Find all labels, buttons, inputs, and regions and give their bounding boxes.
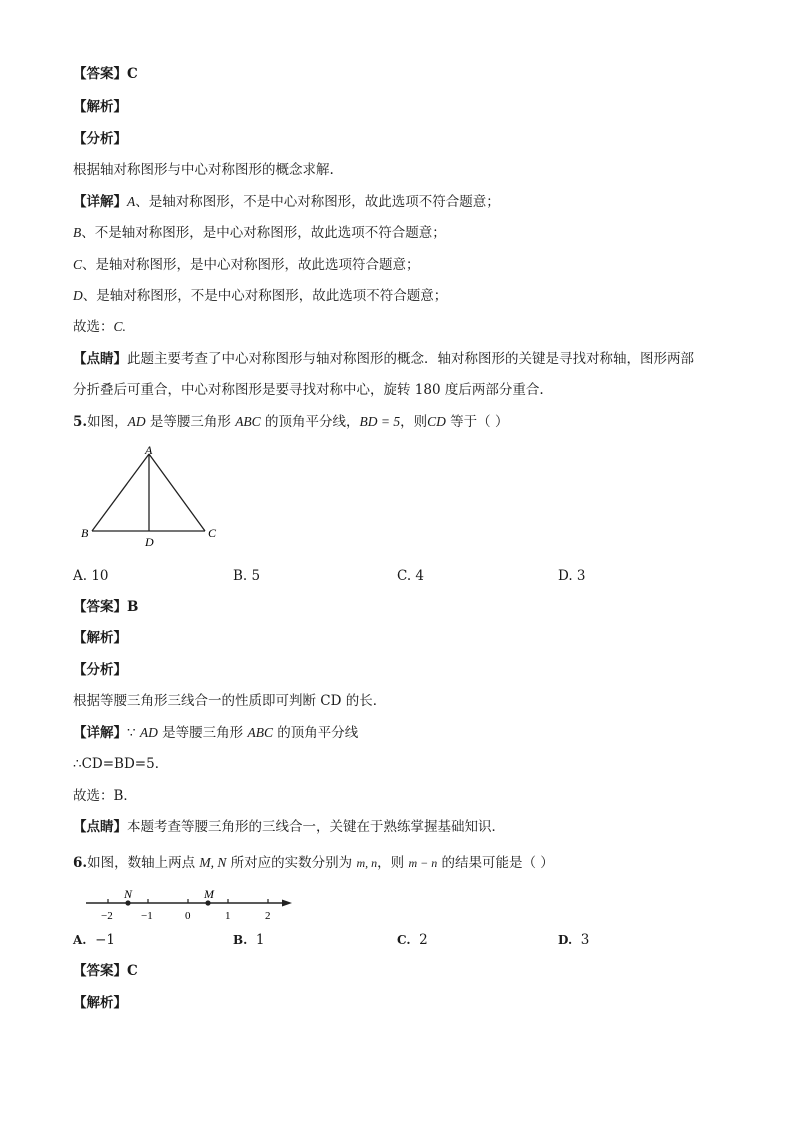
answer-value: C	[127, 66, 138, 82]
option-d	[558, 930, 589, 950]
side-ac	[149, 454, 205, 531]
stem-text: 所对应的实数分别为	[226, 855, 357, 871]
label-d: D	[145, 535, 154, 549]
tick-label: −2	[101, 910, 113, 922]
analysis-heading: 【解析】	[73, 630, 127, 646]
option-d: D. 3	[558, 568, 586, 584]
side-ab	[92, 454, 149, 531]
tick-label: 0	[185, 910, 191, 922]
detail-text: 、不是轴对称图形，是中心对称图形，故此选项不符合题意；	[81, 225, 446, 241]
option-letter: D.	[558, 933, 573, 947]
detail-c-line	[73, 255, 420, 275]
option-value: 2	[419, 932, 428, 948]
comment-line-1	[73, 349, 694, 369]
analysis-heading: 【解析】	[73, 99, 127, 115]
comment-line	[73, 817, 505, 837]
stem-text: 如图，数轴上两点	[87, 855, 200, 871]
stem-text: ，则	[377, 855, 409, 871]
math-abc: ABC	[235, 414, 261, 429]
label-a: A	[145, 443, 153, 457]
math-cd: CD	[427, 414, 446, 429]
comment-tag: 【点睛】	[73, 819, 127, 835]
option-letter: D	[73, 288, 83, 303]
option-a: A. 10	[73, 568, 109, 584]
detail-text: 的顶角平分线	[272, 725, 359, 741]
option-c: C. 4	[397, 568, 425, 584]
triangle-figure	[78, 442, 228, 550]
fenxi-text: 根据轴对称图形与中心对称图形的概念求解.	[73, 162, 334, 178]
choice-label: 故选：	[73, 319, 114, 335]
question-number: 5.	[73, 414, 88, 430]
label-c: C	[208, 526, 217, 540]
option-b	[233, 930, 265, 950]
point-m	[205, 900, 210, 905]
stem-text: ，则	[400, 414, 428, 430]
option-letter: C	[73, 257, 83, 272]
point-n	[125, 900, 130, 905]
math-mn: M, N	[199, 855, 227, 870]
tick-label: −1	[141, 910, 153, 922]
comment-text: 本题考查等腰三角形的三线合一，关键在于熟练掌握基础知识．	[127, 819, 505, 835]
question-5-stem	[73, 412, 508, 432]
choice-line: 故选：B．	[73, 788, 137, 804]
detail-tag: 【详解】	[73, 194, 127, 210]
detail-d-line	[73, 286, 447, 306]
option-letter: A	[127, 194, 136, 209]
analysis-heading: 【解析】	[73, 995, 127, 1011]
choice-value: C.	[113, 319, 126, 334]
tick-label: 1	[225, 910, 231, 922]
option-b: B. 5	[233, 568, 261, 584]
question-number: 6.	[73, 855, 88, 871]
question-6-stem	[73, 853, 554, 873]
detail-tag: 【详解】	[73, 725, 127, 741]
detail-text: ∵	[127, 725, 140, 741]
detail-text: 、是轴对称图形，是中心对称图形，故此选项符合题意；	[82, 257, 420, 273]
answer-line	[73, 597, 138, 617]
option-letter: C.	[397, 933, 411, 947]
fenxi-heading: 【分析】	[73, 662, 127, 678]
fenxi-text: 根据等腰三角形三线合一的性质即可判断 CD 的长．	[73, 693, 387, 709]
math-abc: ABC	[247, 725, 273, 740]
choice-line	[73, 317, 126, 337]
math-ad: AD	[127, 414, 146, 429]
stem-text: 是等腰三角形	[145, 414, 236, 430]
detail-text: 是等腰三角形	[157, 725, 248, 741]
answer-value: C	[127, 963, 138, 979]
therefore-line: ∴CD=BD=5．	[73, 756, 169, 772]
math-bd: BD = 5	[359, 414, 401, 429]
option-letter: A.	[73, 933, 87, 947]
answer-tag: 【答案】	[73, 66, 127, 82]
stem-text: 等于（ ）	[445, 414, 509, 430]
option-a	[73, 930, 115, 950]
stem-text: 如图，	[87, 414, 128, 430]
tick-label: 2	[265, 910, 271, 922]
stem-text: 的顶角平分线，	[260, 414, 360, 430]
math-ad: AD	[139, 725, 158, 740]
fenxi-heading: 【分析】	[73, 131, 127, 147]
comment-line-2: 分折叠后可重合，中心对称图形是要寻找对称中心，旋转 180 度后两部分重合.	[73, 382, 544, 398]
stem-text: 的结果可能是（ ）	[437, 855, 554, 871]
option-value: 3	[580, 932, 590, 948]
detail-text: 、是轴对称图形，不是中心对称图形，故此选项不符合题意；	[82, 288, 448, 304]
detail-line	[73, 723, 358, 743]
answer-value: B	[127, 599, 139, 615]
number-line	[80, 884, 300, 924]
detail-text: 、是轴对称图形，不是中心对称图形，故此选项不符合题意；	[135, 194, 500, 210]
option-value: −1	[95, 932, 115, 948]
comment-text: 此题主要考查了中心对称图形与轴对称图形的概念．轴对称图形的关键是寻找对称轴，图形两部	[127, 351, 694, 367]
option-letter: B.	[233, 933, 248, 947]
point-label-n: N	[124, 887, 133, 901]
answer-tag: 【答案】	[73, 599, 127, 615]
math-mn-small: m, n	[356, 856, 378, 870]
answer-tag: 【答案】	[73, 963, 127, 979]
option-letter: B	[73, 225, 82, 240]
answer-line	[73, 64, 138, 84]
math-expr: m − n	[408, 856, 438, 870]
comment-tag: 【点睛】	[73, 351, 127, 367]
detail-a-line	[73, 192, 500, 212]
detail-b-line	[73, 223, 446, 243]
point-label-m: M	[204, 887, 214, 901]
option-value: 1	[255, 932, 265, 948]
option-c	[397, 930, 428, 950]
axis-arrow	[282, 900, 292, 907]
answer-line	[73, 961, 138, 981]
label-b: B	[81, 526, 89, 540]
